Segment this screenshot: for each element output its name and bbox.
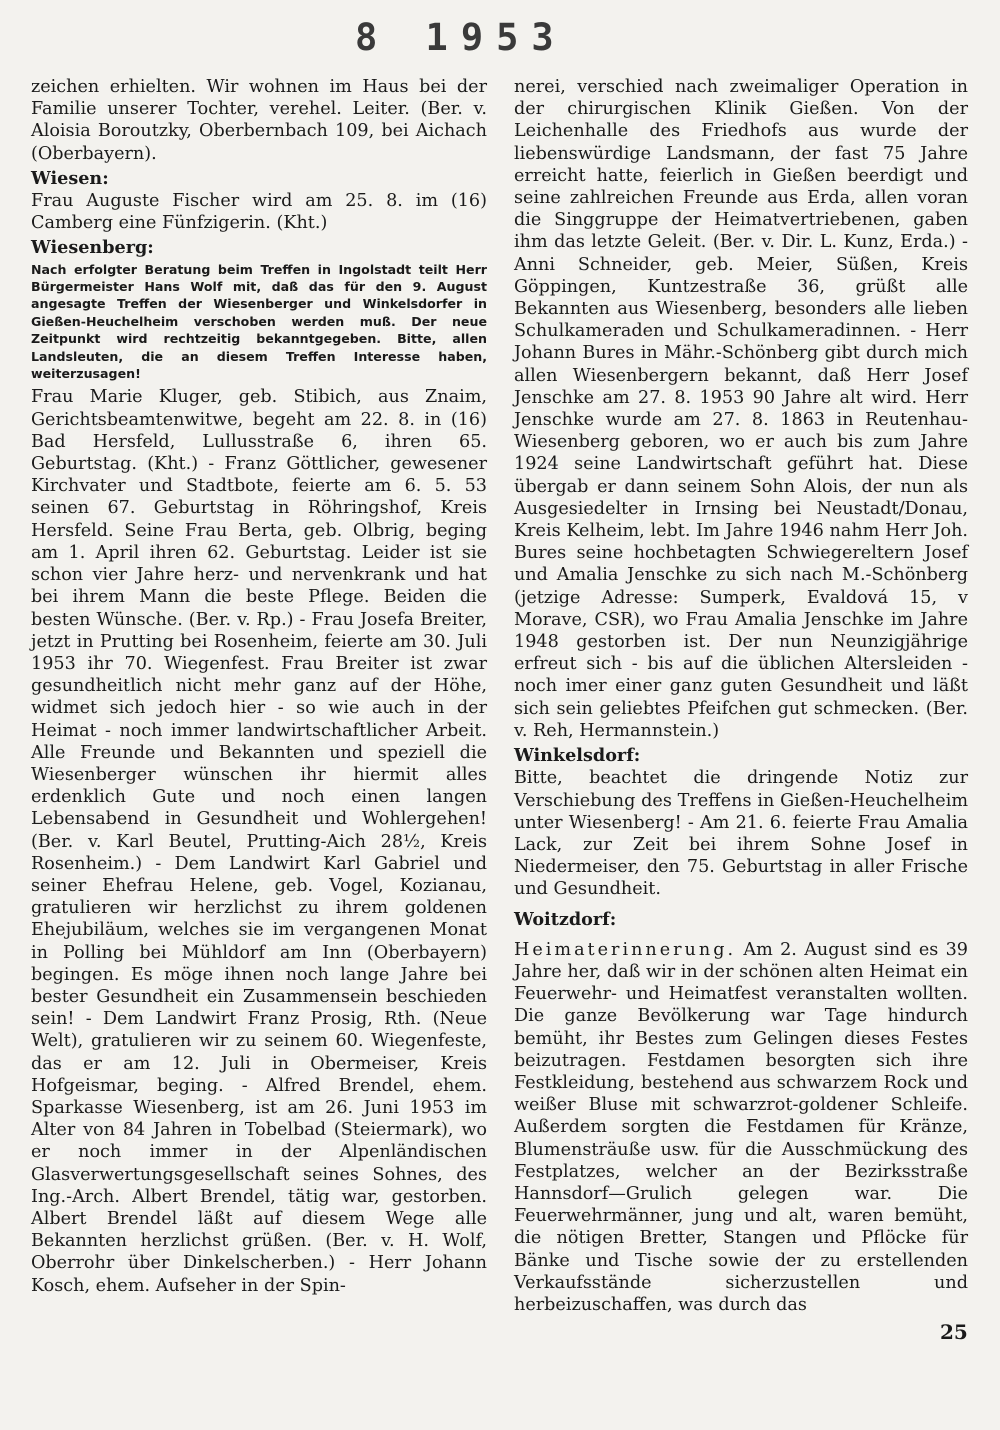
right-column	[514, 76, 968, 1316]
continued-paragraph: nerei, verschied nach zweimaliger Operation in der chirurgischen Klinik Gießen. Von der Leichenhalle des Friedhofs aus wurde der liebenswürdige Landsmann, der fast 75 Jahre erreicht hatte, feierlich in Gießen beerdigt und seine zahlreichen Freunde aus Erda, allen voran die Singgruppe der Heimatvertriebenen, gaben ihm das letzte Geleit. (Ber. v. Dir. L. Kunz, Erda.) - Anni Schneider, geb. Meier, Süßen, Kreis Göppingen, Kuntzestraße 36, grüßt alle Bekannten aus Wiesenberg, besonders alle lieben Schulkameraden und Schulkameradinnen. - Herr Johann Bures in Mähr.-Schönberg gibt durch mich allen Wiesenbergern bekannt, daß Herr Josef Jenschke am 27. 8. 1953 90 Jahre alt wird. Herr Jenschke wurde am 27. 8. 1863 in Reutenhau-Wiesenberg geboren, wo er auch bis zum Jahre 1924 seine Landwirtschaft geführt hat. Diese übergab er dann seinem Sohn Alois, der nun als Ausgesiedelter in Irnsing bei Neustadt/Donau, Kreis Kelheim, lebt. Im Jahre 1946 nahm Herr Joh. Bures seine hochbetagten Schwiegereltern Josef und Amalia Jenschke zu sich nach M.-Schönberg (jetzige Adresse: Sumperk, Evaldová 15, v Morave, CSR), wo Frau Amalia Jenschke im Jahre 1948 gestorben ist. Der nun Neunzigjährige erfreut sich - bis auf die üblichen Altersleiden - noch imer einer ganz guten Gesundheit und läßt sich sein geliebtes Pfeifchen gut schmecken. (Ber. v. Reh, Hermannstein.)	[514, 77, 968, 741]
left-column	[31, 76, 487, 1297]
heading-woitzdorf: Woitzdorf:	[514, 908, 617, 930]
date-stamp: 8 1953	[355, 16, 567, 59]
heading-winkelsdorf: Winkelsdorf:	[514, 745, 641, 767]
woitzdorf-lead: Heimaterinnerung.	[514, 939, 737, 960]
page-number: 25	[940, 1320, 968, 1344]
postponement-notice: Nach erfolgter Beratung beim Treffen in Ingolstadt teilt Herr Bürgermeister Hans Wolf mit, daß das für den 9. August angesagte Treffen der Wiesenberger und Winkelsdorfer in Gießen-Heuchelheim verschoben werden muß. Der neue Zeitpunkt wird rechtzeitig bekanntgegeben. Bitte, allen Landsleuten, die an diesem Treffen Interesse haben, weiterzusagen!	[31, 261, 487, 382]
woitzdorf-paragraph	[514, 939, 968, 1316]
woitzdorf-text: Am 2. August sind es 39 Jahre her, daß wir in der schönen alten Heimat ein Feuerwehr- und Heimatfest veranstalten wollten. Die ganze Bevölkerung war Tage hindurch bemüht, ihr Bestes zum Gelingen dieses Festes beizutragen. Festdamen besorgten sich ihre Festkleidung, bestehend aus schwarzem Rock und weißer Bluse mit schwarzrot-goldener Schleife. Außerdem sorgten die Festdamen für Kränze, Blumensträuße usw. für die Ausschmückung des Festplatzes, welcher an der Bezirksstraße Hannsdorf—Grulich gelegen war. Die Feuerwehrmänner, jung und alt, waren bemüht, die nötigen Bretter, Stangen und Pflöcke für Bänke und Tische sowie der zu erstellenden Verkaufsstände sicherzustellen und herbeizuschaffen, was durch das	[514, 939, 968, 1315]
heading-wiesenberg: Wiesenberg:	[31, 237, 154, 259]
heading-wiesen: Wiesen:	[31, 167, 109, 189]
winkelsdorf-paragraph: Bitte, beachtet die dringende Notiz zur Verschiebung des Treffens in Gießen-Heuchelheim unter Wiesenberg! - Am 21. 6. feierte Frau Amalia Lack, zur Zeit bei ihrem Sohne Josef in Niedermeiser, den 75. Geburtstag in aller Frische und Gesundheit.	[514, 768, 968, 900]
wiesen-paragraph: Frau Auguste Fischer wird am 25. 8. im (16) Camberg eine Fünfzigerin. (Kht.)	[31, 191, 487, 234]
intro-paragraph: zeichen erhielten. Wir wohnen im Haus bei der Familie unserer Tochter, verehel. Leiter. (Ber. v. Aloisia Boroutzky, Oberbernbach 109, bei Aichach (Oberbayern).	[31, 77, 487, 164]
wiesenberg-paragraph: Frau Marie Kluger, geb. Stibich, aus Znaim, Gerichtsbeamtenwitwe, begeht am 22. 8. in (16) Bad Hersfeld, Lullusstraße 6, ihren 65. Geburtstag. (Kht.) - Franz Göttlicher, gewesener Kirchvater und Stadtbote, feierte am 6. 5. 53 seinen 67. Geburtstag in Röhringshof, Kreis Hersfeld. Seine Frau Berta, geb. Olbrig, beging am 1. April ihren 62. Geburtstag. Leider ist sie schon vier Jahre herz- und nervenkrank und hat bei ihrem Mann die beste Pflege. Beiden die besten Wünsche. (Ber. v. Rp.) - Frau Josefa Breiter, jetzt in Prutting bei Rosenheim, feierte am 30. Juli 1953 ihr 70. Wiegenfest. Frau Breiter ist zwar gesundheitlich nicht mehr ganz auf der Höhe, widmet sich jedoch hier - so wie auch in der Heimat - noch immer landwirtschaftlicher Arbeit. Alle Freunde und Bekannten und speziell die Wiesenberger wünschen ihr hiermit alles erdenklich Gute und noch einen langen Lebensabend in Gesundheit und Wohlergehen! (Ber. v. Karl Beutel, Prutting-Aich 28½, Kreis Rosenheim.) - Dem Landwirt Karl Gabriel und seiner Ehefrau Helene, geb. Vogel, Kozianau, gratulieren wir herzlichst zu ihrem goldenen Ehejubiläum, welches sie im vergangenen Monat in Polling bei Mühldorf am Inn (Oberbayern) begingen. Es möge ihnen noch lange Jahre bei bester Gesundheit ein Zusammensein beschieden sein! - Dem Landwirt Franz Prosig, Rth. (Neue Welt), gratulieren wir zu seinem 60. Wiegenfeste, das er am 12. Juli in Obermeiser, Kreis Hofgeismar, beging. - Alfred Brendel, ehem. Sparkasse Wiesenberg, ist am 26. Juni 1953 im Alter von 84 Jahren in Tobelbad (Steiermark), wo er noch immer in der Alpenländischen Glasverwertungsgesellschaft seines Sohnes, des Ing.-Arch. Albert Brendel, tätig war, gestorben. Albert Brendel läßt auf diesem Wege alle Bekannten herzlichst grüßen. (Ber. v. H. Wolf, Oberrohr über Dinkelscherben.) - Herr Johann Kosch, ehem. Aufseher in der Spin-	[31, 387, 487, 1296]
